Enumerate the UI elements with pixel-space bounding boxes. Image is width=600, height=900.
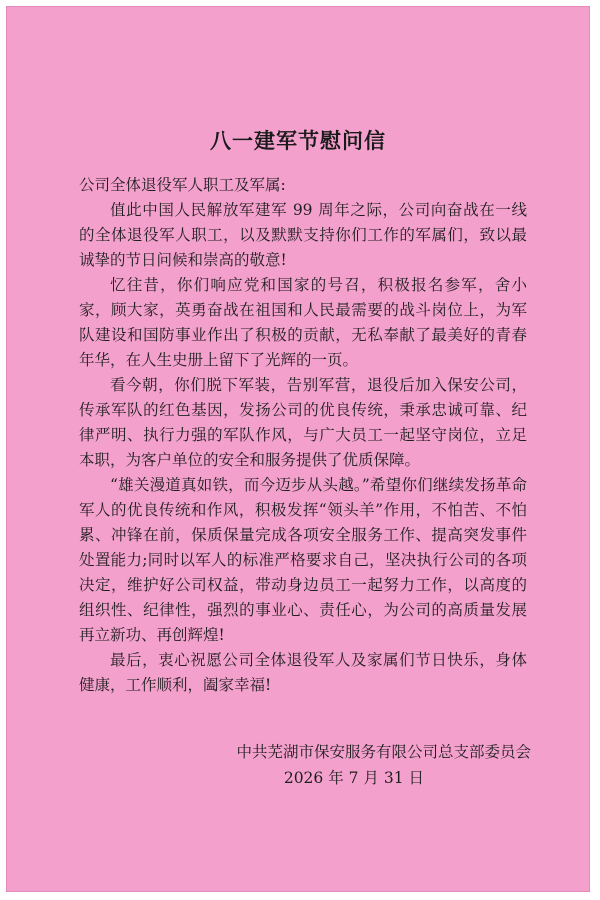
- salutation: 公司全体退役军人职工及军属:: [79, 176, 286, 194]
- paragraph-hope: “雄关漫道真如铁，而今迈步从头越。”希望你们继续发扬革命军人的优良传统和作风，积极发挥“领头羊”作用，不怕苦、不怕累、冲锋在前，保质保量完成各项安全服务工作、提高突发事件处置能力;同时以军人的标准严格要求自己，坚决执行公司的各项决定，维护好公司权益，带动身边员工一起努力工作，以高度的组织性、纪律性，强烈的事业心、责任心，为公司的高质量发展再立新功、再创辉煌!: [79, 476, 527, 644]
- signature-date: 2026 年 7 月 31 日: [283, 769, 424, 787]
- signature-organization: 中共芜湖市保安服务有限公司总支部委员会: [236, 743, 531, 761]
- letter-body: [79, 173, 527, 698]
- letter-title: 八一建军节慰问信: [210, 128, 386, 153]
- paragraph-greeting: 值此中国人民解放军建军 99 周年之际，公司向奋战在一线的全体退役军人职工，以及默默支持你们工作的军属们，致以最诚挚的节日问候和崇高的敬意!: [79, 201, 527, 269]
- paragraph-closing: 最后，衷心祝愿公司全体退役军人及家属们节日快乐，身体健康，工作顺利，阖家幸福!: [79, 651, 527, 694]
- paragraph-past: 忆往昔，你们响应党和国家的号召，积极报名参军，舍小家，顾大家，英勇奋战在祖国和人民最需要的战斗岗位上，为军队建设和国防事业作出了积极的贡献，无私奉献了最美好的青春年华，在人生史册上留下了光辉的一页。: [79, 276, 527, 369]
- paragraph-present: 看今朝，你们脱下军装，告别军营，退役后加入保安公司，传承军队的红色基因，发扬公司的优良传统，秉承忠诚可靠、纪律严明、执行力强的军队作风，与广大员工一起坚守岗位，立足本职，为客户单位的安全和服务提供了优质保障。: [79, 376, 527, 469]
- letter-page: [6, 6, 590, 892]
